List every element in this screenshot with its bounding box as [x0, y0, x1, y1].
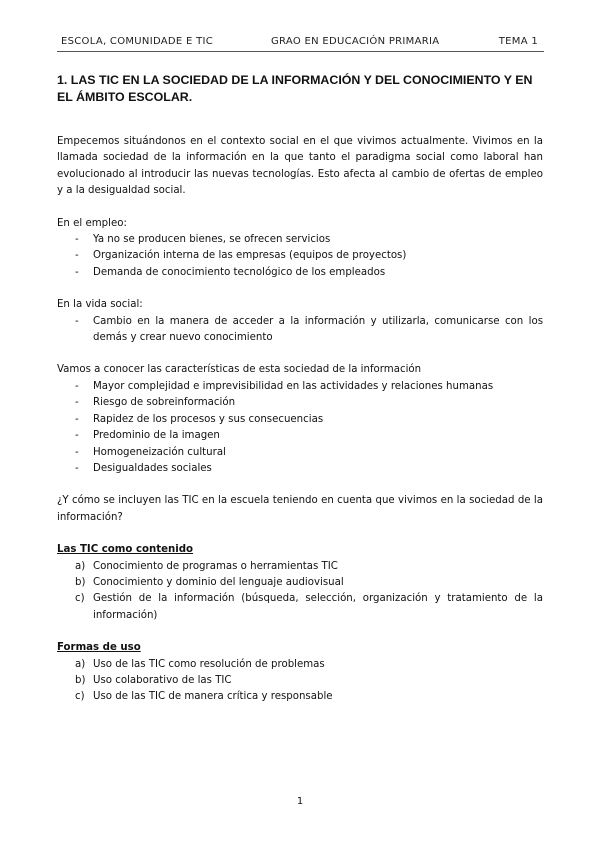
list-item-text: Homogeneización cultural — [93, 446, 226, 458]
list-item — [57, 575, 543, 591]
header-topic: TEMA 1 — [498, 36, 538, 47]
dash-marker: - — [75, 446, 79, 458]
contenido-section — [57, 542, 543, 624]
list-item-text: Uso colaborativo de las TIC — [93, 674, 232, 686]
contenido-heading: Las TIC como contenido — [57, 544, 194, 556]
empleo-section — [57, 216, 543, 282]
list-item — [57, 412, 543, 428]
list-item-text: Mayor complejidad e imprevisibilidad en las actividades y relaciones humanas — [93, 380, 494, 392]
dash-marker: - — [75, 315, 79, 327]
list-item-text: Uso de las TIC como resolución de problemas — [93, 658, 325, 670]
list-item-text: Uso de las TIC de manera crítica y responsable — [93, 691, 333, 703]
dash-marker: - — [75, 413, 79, 425]
list-item-text: Gestión de la información (búsqueda, selección, organización y tratamiento de la información) — [93, 593, 543, 621]
list-item-text: Riesgo de sobreinformación — [93, 397, 236, 409]
caracteristicas-list — [57, 379, 543, 477]
contenido-list — [57, 559, 543, 625]
dash-marker: - — [75, 462, 79, 474]
list-item-text: Cambio en la manera de acceder a la información y utilizarla, comunicarse con los demás y crear nuevo conocimiento — [93, 315, 543, 344]
list-item-text: Predominio de la imagen — [93, 430, 220, 442]
list-item — [57, 314, 543, 347]
list-item-text: Demanda de conocimiento tecnológico de los empleados — [93, 266, 386, 278]
list-marker: b) — [75, 674, 86, 686]
list-item — [57, 559, 543, 575]
empleo-heading: En el empleo: — [57, 217, 127, 229]
list-item — [57, 673, 543, 689]
header-divider — [57, 51, 544, 52]
list-item — [57, 591, 543, 624]
dash-marker: - — [75, 380, 79, 392]
list-item-text: Organización interna de las empresas (equipos de proyectos) — [93, 250, 407, 262]
list-item — [57, 428, 543, 444]
formas-heading: Formas de uso — [57, 642, 141, 654]
dash-marker: - — [75, 250, 79, 262]
list-item-text: Ya no se producen bienes, se ofrecen servicios — [93, 234, 331, 246]
list-marker: c) — [75, 691, 85, 703]
vida-social-heading: En la vida social: — [57, 299, 143, 311]
dash-marker: - — [75, 234, 79, 246]
list-marker: a) — [75, 560, 86, 572]
list-item-text: Rapidez de los procesos y sus consecuencias — [93, 413, 324, 425]
list-item — [57, 657, 543, 673]
list-item — [57, 248, 543, 264]
dash-marker: - — [75, 430, 79, 442]
list-item — [57, 265, 543, 281]
intro-paragraph: Empecemos situándonos en el contexto social en el que vivimos actualmente. Vivimos en la llamada sociedad de la información en la que tanto el paradigma social como laboral han evolucionado al introducir las nuevas tecnologías. Esto afecta al cambio de ofertas de empleo y a la desigualdad social. — [57, 136, 543, 197]
formas-section — [57, 640, 543, 706]
empleo-list — [57, 232, 543, 281]
page-number: 1 — [296, 796, 304, 807]
list-marker: b) — [75, 576, 86, 588]
vida-social-list — [57, 314, 543, 347]
list-marker: a) — [75, 658, 86, 670]
dash-marker: - — [75, 397, 79, 409]
list-marker: c) — [75, 593, 85, 605]
dash-marker: - — [75, 266, 79, 278]
list-item — [57, 395, 543, 411]
list-item — [57, 445, 543, 461]
formas-list — [57, 657, 543, 706]
header-degree: GRAO EN EDUCACIÓN PRIMARIA — [271, 36, 440, 47]
list-item — [57, 232, 543, 248]
list-item — [57, 689, 543, 705]
caracteristicas-heading: Vamos a conocer las características de esta sociedad de la información — [57, 364, 422, 376]
caracteristicas-section — [57, 362, 543, 477]
list-item-text: Conocimiento de programas o herramientas TIC — [93, 560, 338, 572]
header-course: ESCOLA, COMUNIDADE E TIC — [61, 36, 214, 47]
page-content — [57, 72, 543, 706]
page-header — [57, 36, 542, 52]
question-paragraph: ¿Y cómo se incluyen las TIC en la escuela teniendo en cuenta que vivimos en la sociedad de la información? — [57, 495, 543, 523]
list-item — [57, 461, 543, 477]
list-item — [57, 379, 543, 395]
vida-social-section — [57, 297, 543, 346]
section-title: 1. LAS TIC EN LA SOCIEDAD DE LA INFORMACIÓN Y DEL CONOCIMIENTO Y EN EL ÁMBITO ESCOLAR. — [57, 73, 533, 104]
list-item-text: Desigualdades sociales — [93, 462, 212, 474]
list-item-text: Conocimiento y dominio del lenguaje audiovisual — [93, 576, 344, 588]
